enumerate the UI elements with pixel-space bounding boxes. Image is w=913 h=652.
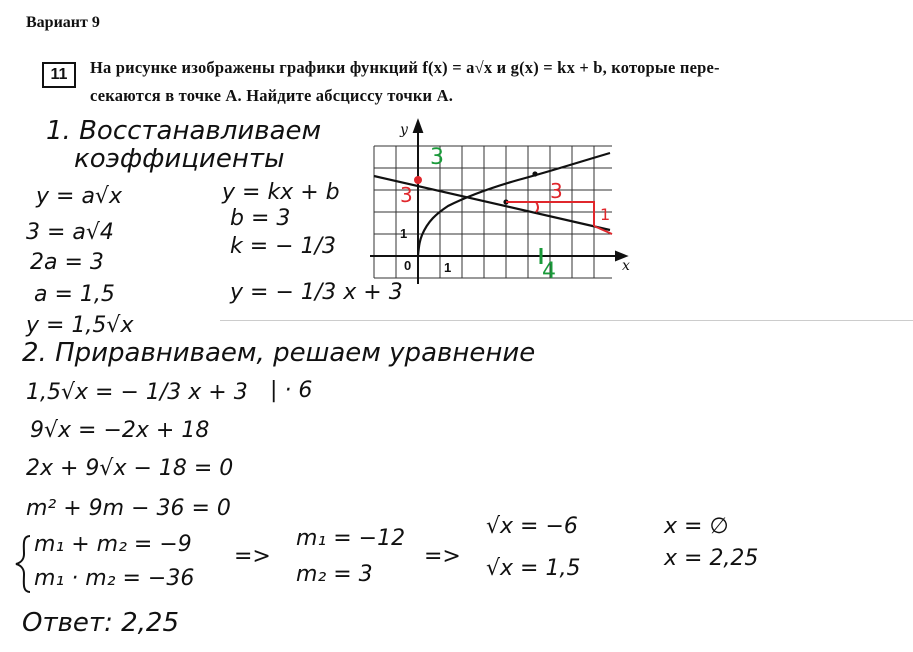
point-on-curve xyxy=(532,171,537,176)
left-line-4: a = 1,5 xyxy=(34,282,115,307)
x-solution-2: x = 2,25 xyxy=(664,546,759,571)
annotation-red-3-left: 3 xyxy=(400,183,413,207)
function-graph xyxy=(360,118,640,298)
system-eq-2: m₁ · m₂ = −36 xyxy=(34,566,195,591)
ghost-rule xyxy=(220,320,913,321)
x-axis-label: x xyxy=(622,258,630,274)
left-line-2: 3 = a√4 xyxy=(26,220,114,245)
x-tick-label: 1 xyxy=(444,260,452,275)
answer: Ответ: 2,25 xyxy=(22,608,179,638)
step1-title-b: коэффициенты xyxy=(74,144,285,174)
equation-2: 9√x = −2x + 18 xyxy=(30,418,210,443)
right-line-1: y = kx + b xyxy=(222,180,340,205)
y-tick-label: 1 xyxy=(400,226,408,241)
system-brace xyxy=(14,534,34,594)
sqrt-eq-1: √x = −6 xyxy=(486,514,578,539)
equation-3: 2x + 9√x − 18 = 0 xyxy=(26,456,234,481)
equation-4: m² + 9m − 36 = 0 xyxy=(26,496,231,521)
task-text-line-1: На рисунке изображены графики функций f(x) = a√x и g(x) = kx + b, которые пере- xyxy=(90,58,720,77)
annotation-green-4: 4 xyxy=(542,259,556,284)
left-line-1: y = a√x xyxy=(36,184,122,209)
task-text-line-2: секаются в точке A. Найдите абсциссу точки A. xyxy=(90,86,454,105)
step2-title: 2. Приравниваем, решаем уравнение xyxy=(22,338,536,368)
x-solution-1: x = ∅ xyxy=(664,514,729,539)
left-line-5: y = 1,5√x xyxy=(26,313,134,338)
y-axis-label: y xyxy=(400,122,408,138)
annotation-red-1-rise: 1 xyxy=(600,205,611,224)
origin-label: 0 xyxy=(404,258,412,273)
left-line-3: 2a = 3 xyxy=(30,250,104,275)
step1-title-a: 1. Восстанавливаем xyxy=(46,116,322,146)
system-eq-1: m₁ + m₂ = −9 xyxy=(34,532,192,557)
right-line-3: k = − 1/3 xyxy=(230,234,336,259)
right-line-2: b = 3 xyxy=(230,206,291,231)
root-m1: m₁ = −12 xyxy=(296,526,406,551)
task-number: 11 xyxy=(42,62,76,88)
equation-1: 1,5√x = − 1/3 x + 3 xyxy=(26,380,248,405)
sqrt-eq-2: √x = 1,5 xyxy=(486,556,581,581)
equation-1-multiplier: | · 6 xyxy=(270,378,313,403)
root-m2: m₂ = 3 xyxy=(296,562,373,587)
annotation-green-3: 3 xyxy=(430,145,444,170)
variant-title: Вариант 9 xyxy=(26,14,100,31)
arrow-1: => xyxy=(234,544,271,569)
right-line-4: y = − 1/3 x + 3 xyxy=(230,280,403,305)
arrow-2: => xyxy=(424,544,461,569)
y-intercept-point xyxy=(414,176,422,184)
annotation-red-3-run: 3 xyxy=(550,179,563,203)
